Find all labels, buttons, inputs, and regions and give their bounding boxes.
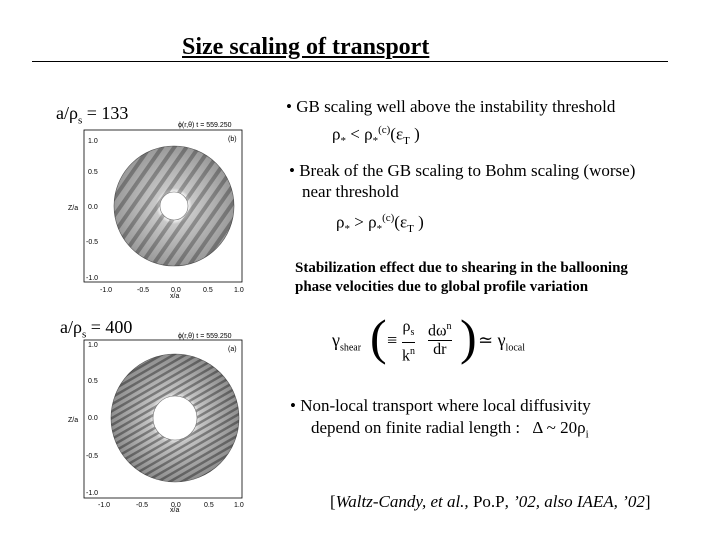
- svg-text:1.0: 1.0: [234, 287, 244, 294]
- reference-citation: [Waltz-Candy, et al., Po.P, ’02, also IAEA, ’02]: [330, 492, 651, 511]
- svg-text:0.5: 0.5: [203, 287, 213, 294]
- rho-star-less-condition: $\rho_* < \rho_*^{(c)}(\varepsilon_T$ ): [332, 124, 420, 148]
- top-ylabel: Z/a: [68, 205, 79, 212]
- bottom-plot-panel: (a): [228, 346, 237, 353]
- svg-text:0.5: 0.5: [88, 378, 98, 385]
- top-plot-header: ϕ(r,θ) t = 559.250: [178, 122, 232, 129]
- bottom-scale-label: $a/\rho_s = 400$: [60, 317, 133, 341]
- top-turbulence-plot: [58, 118, 263, 298]
- svg-text:0.0: 0.0: [88, 204, 98, 211]
- svg-text:1.0: 1.0: [88, 138, 98, 145]
- top-scale-label: $a/\rho_s = 133$: [56, 103, 129, 127]
- bullet-bohm-line1: • Break of the GB scaling to Bohm scaling (worse): [289, 161, 636, 180]
- bullet-gb-scaling: • GB scaling well above the instability threshold: [286, 97, 616, 116]
- svg-text:0.0: 0.0: [88, 415, 98, 422]
- svg-text:-1.0: -1.0: [98, 502, 111, 509]
- svg-text:-1.0: -1.0: [100, 287, 113, 294]
- svg-text:-1.0: -1.0: [86, 275, 99, 282]
- bullet-nonlocal-line2: depend on finite radial length : Δ ~ $20\rho_i$: [311, 418, 589, 441]
- svg-text:0.5: 0.5: [88, 169, 98, 176]
- svg-text:-1.0: -1.0: [86, 490, 99, 497]
- stabilization-line2: phase velocities due to global profile variation: [295, 279, 589, 295]
- rho-star-greater-condition: $\rho_* > \rho_*^{(c)}(\varepsilon_T$ ): [336, 212, 424, 236]
- svg-text:0.5: 0.5: [204, 502, 214, 509]
- svg-text:-0.5: -0.5: [86, 239, 99, 246]
- bullet-nonlocal-line1: • Non-local transport where local diffusivity: [290, 396, 591, 415]
- page-title: Size scaling of transport: [182, 34, 430, 60]
- nonlocal-text: depend on finite radial length :: [311, 418, 521, 437]
- svg-text:-0.5: -0.5: [136, 502, 149, 509]
- bottom-xlabel: x/a: [170, 507, 180, 512]
- bottom-turbulence-plot: [58, 330, 263, 512]
- svg-text:-0.5: -0.5: [86, 453, 99, 460]
- gamma-shear-equation: $\gamma_{shear}$ ( ≡ $\rho_s$ $k^n$ $d\omega^n$ dr ) ≃ $\gamma_{local}$: [332, 309, 525, 365]
- bullet-bohm-line2: near threshold: [302, 182, 399, 201]
- title-rule: [32, 61, 668, 62]
- svg-text:0.0: 0.0: [171, 502, 181, 509]
- svg-text:1.0: 1.0: [234, 502, 244, 509]
- svg-text:-0.5: -0.5: [137, 287, 150, 294]
- top-plot-panel: (b): [228, 136, 237, 143]
- bottom-plot-header: ϕ(r,θ) t = 559.250: [178, 333, 232, 340]
- stabilization-line1: Stabilization effect due to shearing in the ballooning: [295, 260, 628, 276]
- top-xlabel: x/a: [170, 293, 180, 298]
- svg-text:0.0: 0.0: [171, 287, 181, 294]
- svg-text:1.0: 1.0: [88, 342, 98, 349]
- bottom-ylabel: Z/a: [68, 417, 79, 424]
